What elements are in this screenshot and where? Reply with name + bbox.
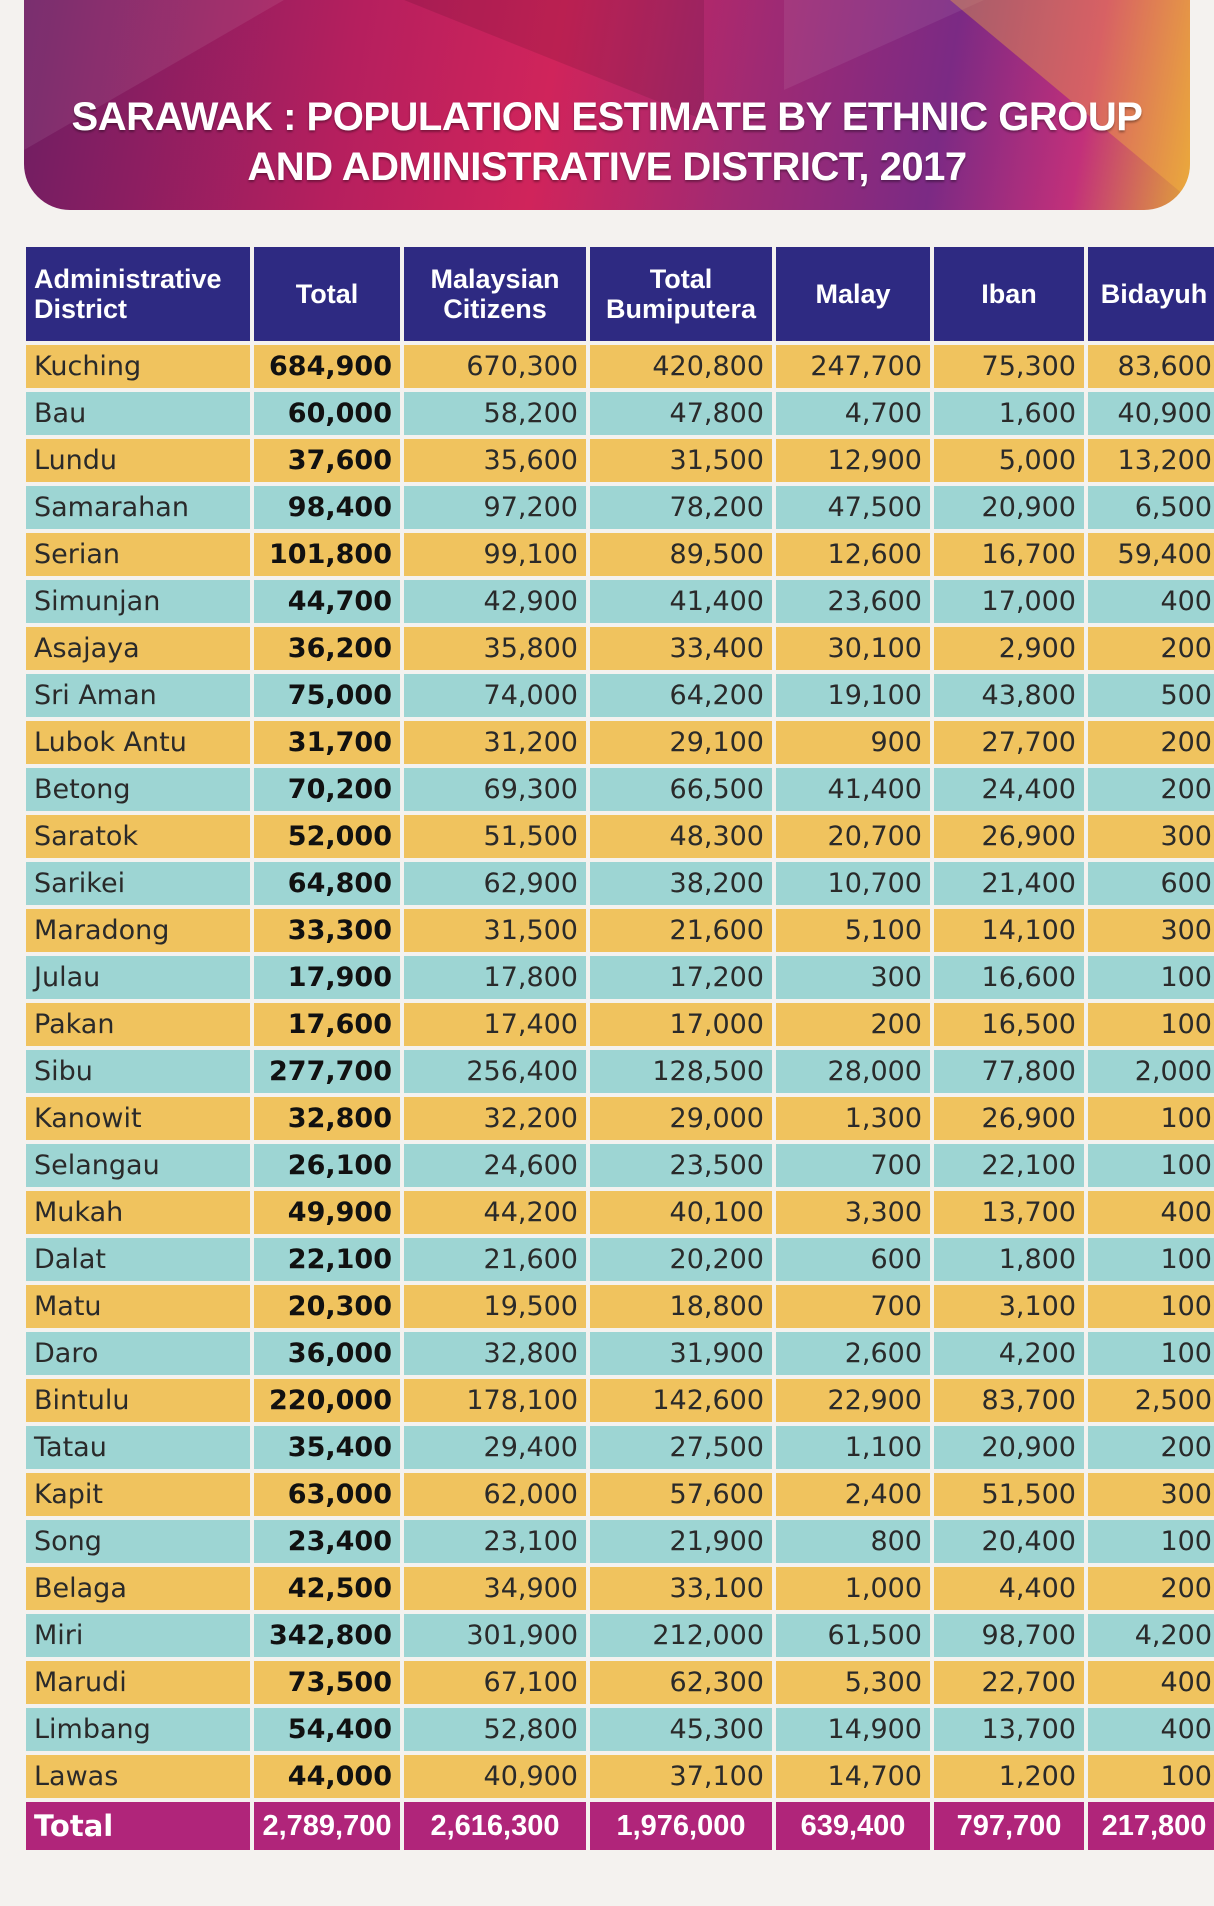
value-cell: 20,400: [934, 1520, 1084, 1563]
value-cell: 19,500: [404, 1285, 586, 1328]
value-cell: 64,200: [590, 674, 772, 717]
total-cell: 23,400: [254, 1520, 400, 1563]
value-cell: 2,500: [1088, 1379, 1214, 1422]
district-name-cell: Matu: [26, 1285, 250, 1328]
column-header: [1088, 247, 1214, 341]
value-cell: 78,200: [590, 486, 772, 529]
title-banner: [24, 0, 1190, 210]
value-cell: 14,100: [934, 909, 1084, 952]
value-cell: 21,600: [404, 1238, 586, 1281]
table-row: [26, 721, 1214, 764]
table-row: [26, 1755, 1214, 1798]
value-cell: 301,900: [404, 1614, 586, 1657]
value-cell: 40,900: [1088, 392, 1214, 435]
value-cell: 37,100: [590, 1755, 772, 1798]
value-cell: 41,400: [590, 580, 772, 623]
total-cell: 64,800: [254, 862, 400, 905]
value-cell: 200: [1088, 1426, 1214, 1469]
value-cell: 29,000: [590, 1097, 772, 1140]
value-cell: 89,500: [590, 533, 772, 576]
column-header-text: Iban: [981, 279, 1037, 309]
value-cell: 5,000: [934, 439, 1084, 482]
column-header: [776, 247, 930, 341]
value-cell: 420,800: [590, 345, 772, 388]
value-cell: 38,200: [590, 862, 772, 905]
value-cell: 51,500: [404, 815, 586, 858]
value-cell: 4,700: [776, 392, 930, 435]
column-header: [590, 247, 772, 341]
table-row: [26, 1191, 1214, 1234]
district-name-cell: Serian: [26, 533, 250, 576]
value-cell: 5,100: [776, 909, 930, 952]
value-cell: 26,900: [934, 1097, 1084, 1140]
value-cell: 21,600: [590, 909, 772, 952]
district-name-cell: Kapit: [26, 1473, 250, 1516]
total-cell: 220,000: [254, 1379, 400, 1422]
value-cell: 5,300: [776, 1661, 930, 1704]
total-cell: 17,900: [254, 956, 400, 999]
total-cell: 49,900: [254, 1191, 400, 1234]
value-cell: 20,900: [934, 486, 1084, 529]
value-cell: 83,600: [1088, 345, 1214, 388]
district-name-cell: Maradong: [26, 909, 250, 952]
value-cell: 43,800: [934, 674, 1084, 717]
value-cell: 200: [1088, 1567, 1214, 1610]
value-cell: 178,100: [404, 1379, 586, 1422]
value-cell: 74,000: [404, 674, 586, 717]
value-cell: 247,700: [776, 345, 930, 388]
value-cell: 300: [1088, 1473, 1214, 1516]
table-row: [26, 1473, 1214, 1516]
value-cell: 400: [1088, 1191, 1214, 1234]
total-cell: 684,900: [254, 345, 400, 388]
value-cell: 400: [1088, 1661, 1214, 1704]
value-cell: 30,100: [776, 627, 930, 670]
district-name-cell: Daro: [26, 1332, 250, 1375]
population-table: [22, 243, 1214, 1854]
value-cell: 100: [1088, 1238, 1214, 1281]
district-name-cell: Sarikei: [26, 862, 250, 905]
value-cell: 200: [776, 1003, 930, 1046]
total-value-cell: 217,800: [1088, 1802, 1214, 1850]
table-row: [26, 674, 1214, 717]
district-name-cell: Julau: [26, 956, 250, 999]
district-name-cell: Simunjan: [26, 580, 250, 623]
table-row: [26, 909, 1214, 952]
table-row: [26, 768, 1214, 811]
value-cell: 67,100: [404, 1661, 586, 1704]
value-cell: 22,900: [776, 1379, 930, 1422]
value-cell: 13,200: [1088, 439, 1214, 482]
value-cell: 2,400: [776, 1473, 930, 1516]
district-name-cell: Lubok Antu: [26, 721, 250, 764]
value-cell: 14,700: [776, 1755, 930, 1798]
value-cell: 256,400: [404, 1050, 586, 1093]
value-cell: 22,700: [934, 1661, 1084, 1704]
value-cell: 40,100: [590, 1191, 772, 1234]
column-header-text: Citizens: [443, 294, 547, 324]
table-row: [26, 862, 1214, 905]
value-cell: 4,400: [934, 1567, 1084, 1610]
value-cell: 600: [1088, 862, 1214, 905]
district-name-cell: Samarahan: [26, 486, 250, 529]
value-cell: 500: [1088, 674, 1214, 717]
total-cell: 73,500: [254, 1661, 400, 1704]
value-cell: 100: [1088, 1144, 1214, 1187]
total-cell: 60,000: [254, 392, 400, 435]
table-row: [26, 627, 1214, 670]
value-cell: 75,300: [934, 345, 1084, 388]
value-cell: 69,300: [404, 768, 586, 811]
value-cell: 1,800: [934, 1238, 1084, 1281]
total-cell: 33,300: [254, 909, 400, 952]
table-row: [26, 1661, 1214, 1704]
value-cell: 20,900: [934, 1426, 1084, 1469]
district-name-cell: Miri: [26, 1614, 250, 1657]
page-title: [24, 92, 1190, 192]
value-cell: 77,800: [934, 1050, 1084, 1093]
value-cell: 1,200: [934, 1755, 1084, 1798]
value-cell: 62,000: [404, 1473, 586, 1516]
value-cell: 59,400: [1088, 533, 1214, 576]
value-cell: 12,900: [776, 439, 930, 482]
value-cell: 2,600: [776, 1332, 930, 1375]
total-cell: 20,300: [254, 1285, 400, 1328]
value-cell: 19,100: [776, 674, 930, 717]
value-cell: 1,600: [934, 392, 1084, 435]
table-body: [26, 345, 1214, 1850]
value-cell: 29,400: [404, 1426, 586, 1469]
column-header-text: Total: [649, 264, 713, 294]
district-name-cell: Belaga: [26, 1567, 250, 1610]
district-name-cell: Song: [26, 1520, 250, 1563]
value-cell: 32,200: [404, 1097, 586, 1140]
district-name-cell: Asajaya: [26, 627, 250, 670]
value-cell: 1,000: [776, 1567, 930, 1610]
value-cell: 200: [1088, 721, 1214, 764]
column-header-text: Bumiputera: [605, 294, 757, 324]
value-cell: 32,800: [404, 1332, 586, 1375]
column-header: [26, 247, 250, 341]
value-cell: 44,200: [404, 1191, 586, 1234]
value-cell: 100: [1088, 1332, 1214, 1375]
value-cell: 31,500: [404, 909, 586, 952]
table-row: [26, 1379, 1214, 1422]
table-row: [26, 1426, 1214, 1469]
total-cell: 17,600: [254, 1003, 400, 1046]
total-cell: 36,000: [254, 1332, 400, 1375]
value-cell: 12,600: [776, 533, 930, 576]
value-cell: 16,500: [934, 1003, 1084, 1046]
district-name-cell: Marudi: [26, 1661, 250, 1704]
total-row: [26, 1802, 1214, 1850]
value-cell: 200: [1088, 627, 1214, 670]
value-cell: 66,500: [590, 768, 772, 811]
total-cell: 75,000: [254, 674, 400, 717]
total-cell: 35,400: [254, 1426, 400, 1469]
value-cell: 83,700: [934, 1379, 1084, 1422]
district-name-cell: Bintulu: [26, 1379, 250, 1422]
value-cell: 100: [1088, 956, 1214, 999]
column-header-text: Bidayuh: [1100, 279, 1208, 309]
total-cell: 42,500: [254, 1567, 400, 1610]
column-header: [934, 247, 1084, 341]
column-header-text: Malay: [815, 279, 891, 309]
value-cell: 31,200: [404, 721, 586, 764]
district-name-cell: Lawas: [26, 1755, 250, 1798]
value-cell: 17,000: [934, 580, 1084, 623]
value-cell: 100: [1088, 1285, 1214, 1328]
value-cell: 100: [1088, 1755, 1214, 1798]
district-name-cell: Pakan: [26, 1003, 250, 1046]
value-cell: 10,700: [776, 862, 930, 905]
total-cell: 37,600: [254, 439, 400, 482]
value-cell: 900: [776, 721, 930, 764]
value-cell: 52,800: [404, 1708, 586, 1751]
value-cell: 800: [776, 1520, 930, 1563]
district-name-cell: Mukah: [26, 1191, 250, 1234]
value-cell: 21,900: [590, 1520, 772, 1563]
column-header-text: Total: [295, 279, 359, 309]
table-row: [26, 1567, 1214, 1610]
value-cell: 99,100: [404, 533, 586, 576]
value-cell: 670,300: [404, 345, 586, 388]
table-row: [26, 1144, 1214, 1187]
value-cell: 128,500: [590, 1050, 772, 1093]
value-cell: 48,300: [590, 815, 772, 858]
value-cell: 1,300: [776, 1097, 930, 1140]
district-name-cell: Sri Aman: [26, 674, 250, 717]
value-cell: 13,700: [934, 1191, 1084, 1234]
value-cell: 700: [776, 1144, 930, 1187]
total-cell: 32,800: [254, 1097, 400, 1140]
table-row: [26, 345, 1214, 388]
value-cell: 3,100: [934, 1285, 1084, 1328]
total-cell: 342,800: [254, 1614, 400, 1657]
value-cell: 3,300: [776, 1191, 930, 1234]
value-cell: 17,200: [590, 956, 772, 999]
value-cell: 17,400: [404, 1003, 586, 1046]
value-cell: 24,400: [934, 768, 1084, 811]
value-cell: 27,500: [590, 1426, 772, 1469]
value-cell: 212,000: [590, 1614, 772, 1657]
total-cell: 101,800: [254, 533, 400, 576]
value-cell: 400: [1088, 1708, 1214, 1751]
table-row: [26, 1614, 1214, 1657]
value-cell: 47,500: [776, 486, 930, 529]
district-name-cell: Betong: [26, 768, 250, 811]
value-cell: 40,900: [404, 1755, 586, 1798]
total-cell: 44,700: [254, 580, 400, 623]
value-cell: 42,900: [404, 580, 586, 623]
table-row: [26, 1285, 1214, 1328]
district-name-cell: Selangau: [26, 1144, 250, 1187]
value-cell: 13,700: [934, 1708, 1084, 1751]
value-cell: 35,600: [404, 439, 586, 482]
total-cell: 36,200: [254, 627, 400, 670]
title-line-2: AND ADMINISTRATIVE DISTRICT, 2017: [247, 145, 967, 189]
table-row: [26, 439, 1214, 482]
table-row: [26, 1520, 1214, 1563]
value-cell: 2,000: [1088, 1050, 1214, 1093]
table-row: [26, 580, 1214, 623]
table-row: [26, 1050, 1214, 1093]
district-name-cell: Sibu: [26, 1050, 250, 1093]
total-cell: 98,400: [254, 486, 400, 529]
value-cell: 300: [776, 956, 930, 999]
total-value-cell: 797,700: [934, 1802, 1084, 1850]
district-name-cell: Saratok: [26, 815, 250, 858]
total-label-cell: Total: [26, 1802, 250, 1850]
total-cell: 26,100: [254, 1144, 400, 1187]
value-cell: 20,700: [776, 815, 930, 858]
district-name-cell: Lundu: [26, 439, 250, 482]
district-name-cell: Tatau: [26, 1426, 250, 1469]
value-cell: 300: [1088, 909, 1214, 952]
value-cell: 31,500: [590, 439, 772, 482]
column-header-text: Administrative: [34, 264, 222, 294]
value-cell: 58,200: [404, 392, 586, 435]
value-cell: 23,100: [404, 1520, 586, 1563]
value-cell: 47,800: [590, 392, 772, 435]
total-value-cell: 2,789,700: [254, 1802, 400, 1850]
table-row: [26, 1097, 1214, 1140]
column-header: [254, 247, 400, 341]
value-cell: 6,500: [1088, 486, 1214, 529]
value-cell: 100: [1088, 1003, 1214, 1046]
table-row: [26, 1332, 1214, 1375]
value-cell: 21,400: [934, 862, 1084, 905]
value-cell: 22,100: [934, 1144, 1084, 1187]
value-cell: 23,600: [776, 580, 930, 623]
value-cell: 24,600: [404, 1144, 586, 1187]
value-cell: 20,200: [590, 1238, 772, 1281]
value-cell: 100: [1088, 1097, 1214, 1140]
table-row: [26, 956, 1214, 999]
table-row: [26, 815, 1214, 858]
value-cell: 62,300: [590, 1661, 772, 1704]
value-cell: 14,900: [776, 1708, 930, 1751]
value-cell: 16,600: [934, 956, 1084, 999]
value-cell: 34,900: [404, 1567, 586, 1610]
district-name-cell: Dalat: [26, 1238, 250, 1281]
column-header-text: District: [34, 294, 128, 324]
value-cell: 33,400: [590, 627, 772, 670]
total-value-cell: 2,616,300: [404, 1802, 586, 1850]
total-cell: 31,700: [254, 721, 400, 764]
value-cell: 41,400: [776, 768, 930, 811]
total-cell: 63,000: [254, 1473, 400, 1516]
district-name-cell: Limbang: [26, 1708, 250, 1751]
table-row: [26, 1238, 1214, 1281]
district-name-cell: Kuching: [26, 345, 250, 388]
total-cell: 22,100: [254, 1238, 400, 1281]
value-cell: 400: [1088, 580, 1214, 623]
total-cell: 70,200: [254, 768, 400, 811]
value-cell: 29,100: [590, 721, 772, 764]
total-cell: 44,000: [254, 1755, 400, 1798]
value-cell: 100: [1088, 1520, 1214, 1563]
value-cell: 200: [1088, 768, 1214, 811]
district-name-cell: Kanowit: [26, 1097, 250, 1140]
value-cell: 4,200: [1088, 1614, 1214, 1657]
value-cell: 62,900: [404, 862, 586, 905]
value-cell: 16,700: [934, 533, 1084, 576]
total-cell: 52,000: [254, 815, 400, 858]
value-cell: 18,800: [590, 1285, 772, 1328]
value-cell: 142,600: [590, 1379, 772, 1422]
value-cell: 33,100: [590, 1567, 772, 1610]
value-cell: 26,900: [934, 815, 1084, 858]
value-cell: 1,100: [776, 1426, 930, 1469]
table-row: [26, 392, 1214, 435]
total-value-cell: 1,976,000: [590, 1802, 772, 1850]
value-cell: 600: [776, 1238, 930, 1281]
value-cell: 300: [1088, 815, 1214, 858]
value-cell: 31,900: [590, 1332, 772, 1375]
value-cell: 700: [776, 1285, 930, 1328]
value-cell: 45,300: [590, 1708, 772, 1751]
table-row: [26, 533, 1214, 576]
value-cell: 2,900: [934, 627, 1084, 670]
table-row: [26, 486, 1214, 529]
value-cell: 27,700: [934, 721, 1084, 764]
value-cell: 97,200: [404, 486, 586, 529]
value-cell: 61,500: [776, 1614, 930, 1657]
table-row: [26, 1003, 1214, 1046]
table-row: [26, 1708, 1214, 1751]
value-cell: 28,000: [776, 1050, 930, 1093]
column-header: [404, 247, 586, 341]
total-value-cell: 639,400: [776, 1802, 930, 1850]
title-line-1: SARAWAK : POPULATION ESTIMATE BY ETHNIC GROUP: [71, 95, 1143, 139]
total-cell: 54,400: [254, 1708, 400, 1751]
column-header-text: Malaysian: [430, 264, 560, 294]
value-cell: 4,200: [934, 1332, 1084, 1375]
value-cell: 23,500: [590, 1144, 772, 1187]
value-cell: 98,700: [934, 1614, 1084, 1657]
value-cell: 51,500: [934, 1473, 1084, 1516]
value-cell: 17,800: [404, 956, 586, 999]
value-cell: 57,600: [590, 1473, 772, 1516]
value-cell: 17,000: [590, 1003, 772, 1046]
total-cell: 277,700: [254, 1050, 400, 1093]
district-name-cell: Bau: [26, 392, 250, 435]
table-header-row: [26, 247, 1214, 341]
value-cell: 35,800: [404, 627, 586, 670]
